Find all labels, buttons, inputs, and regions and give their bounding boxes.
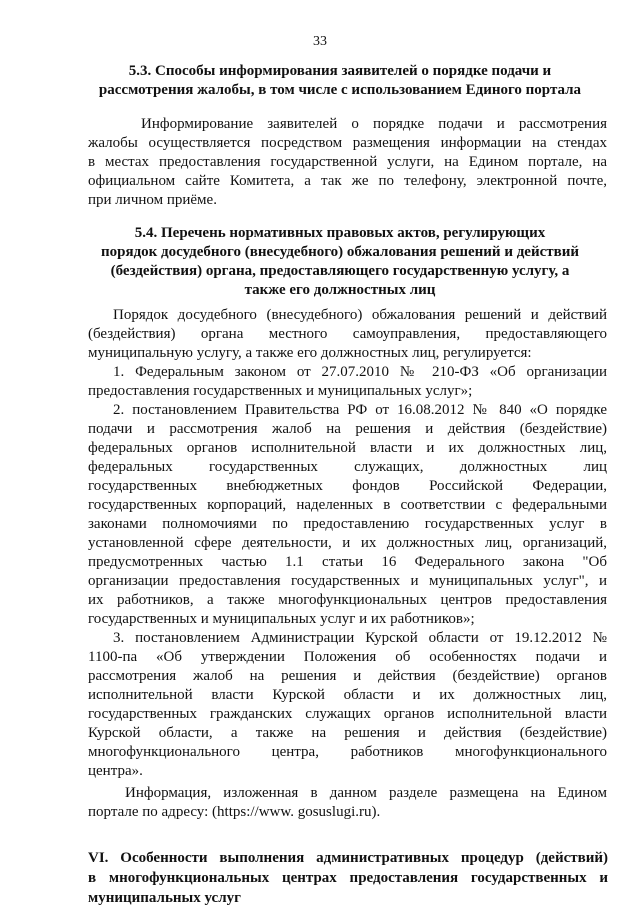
body-line: 3. постановлением Администрации Курской области от 19.12.2012 № (113, 630, 607, 646)
body-line: федеральных государственных служащих, должностных лиц (88, 459, 607, 475)
body-line: федеральных органов исполнительной власти и их должностных лиц, (88, 440, 607, 456)
section-6-heading (88, 848, 608, 908)
heading-line: порядок досудебного (внесудебного) обжалования решений и действий (100, 244, 580, 260)
body-line: официальном сайте Комитета, а так же по телефону, электронной почте, (88, 173, 607, 189)
heading-line: муниципальных услуг (88, 890, 241, 906)
body-line: в местах предоставления государственной услуги, на Едином портале, на (88, 154, 607, 170)
body-line: предусмотренных частью 1.1 статьи 16 Федерального закона "Об (88, 554, 607, 570)
body-line: организации предоставления государственных и муниципальных услуг", и (88, 573, 607, 589)
section-5-4-heading (60, 224, 620, 300)
section-5-3-heading (60, 62, 620, 100)
body-line: 1100-па «Об утверждении Положения об особенностях подачи и (88, 649, 607, 665)
body-line: государственных корпораций, наделенных в соответствии с федеральными (88, 497, 607, 513)
heading-line: рассмотрения жалобы, в том числе с использованием Единого портала (98, 82, 582, 98)
body-line: предоставления государственных и муниципальных услуг»; (88, 383, 473, 399)
body-line: Информация, изложенная в данном разделе размещена на Едином (125, 785, 607, 801)
body-line: государственных и муниципальных услуг и их работников»; (88, 611, 475, 627)
body-line: рассмотрения жалоб на решения и действия (бездействие) органов (88, 668, 607, 684)
page-number: 33 (313, 34, 327, 49)
body-line: 2. постановлением Правительства РФ от 16.08.2012 № 840 «О порядке (113, 402, 607, 418)
body-line: портале по адресу: (https://www. gosuslugi.ru). (88, 804, 381, 820)
heading-line: VI. Особенности выполнения административных процедур (действий) (88, 850, 608, 866)
body-line: законами полномочиями по предоставлению государственных услуг в (88, 516, 607, 532)
body-line: при личном приёме. (88, 192, 217, 208)
body-line: жалобы осуществляется посредством размещения информации на стендах (88, 135, 607, 151)
body-line: государственных гражданских служащих органов исполнительной власти (88, 706, 607, 722)
body-line: их работников, а также многофункциональных центров предоставления (88, 592, 607, 608)
heading-line: 5.3. Способы информирования заявителей о порядке подачи и (128, 63, 552, 79)
body-line: муниципальную услугу, а также его должностных лиц, регулируется: (88, 345, 532, 361)
heading-line: в многофункциональных центрах предоставления государственных и (88, 870, 608, 886)
body-line: 1. Федеральным законом от 27.07.2010 № 210-ФЗ «Об организации (113, 364, 607, 380)
body-line: Курской области, а также на решения и действия (бездействие) (88, 725, 607, 741)
body-line: государственных внебюджетных фондов Российской Федерации, (88, 478, 607, 494)
heading-line: также его должностных лиц (244, 282, 436, 298)
body-line: исполнительной власти Курской области и их должностных лиц, (88, 687, 607, 703)
heading-line: (бездействия) органа, предоставляющего государственную услугу, а (110, 263, 570, 279)
body-line: центра». (88, 763, 143, 779)
body-line: подачи и рассмотрения жалоб на решения и действия (бездействие) (88, 421, 607, 437)
body-line: Порядок досудебного (внесудебного) обжалования решений и действий (113, 307, 607, 323)
body-line: многофункционального центра, работников многофункционального (88, 744, 607, 760)
body-line: Информирование заявителей о порядке подачи и рассмотрения (141, 116, 607, 132)
heading-line: 5.4. Перечень нормативных правовых актов, регулирующих (134, 225, 546, 241)
body-line: (бездействия) органа местного самоуправления, предоставляющего (88, 326, 607, 342)
body-line: установленной сфере деятельности, и их должностных лиц, организаций, (88, 535, 607, 551)
